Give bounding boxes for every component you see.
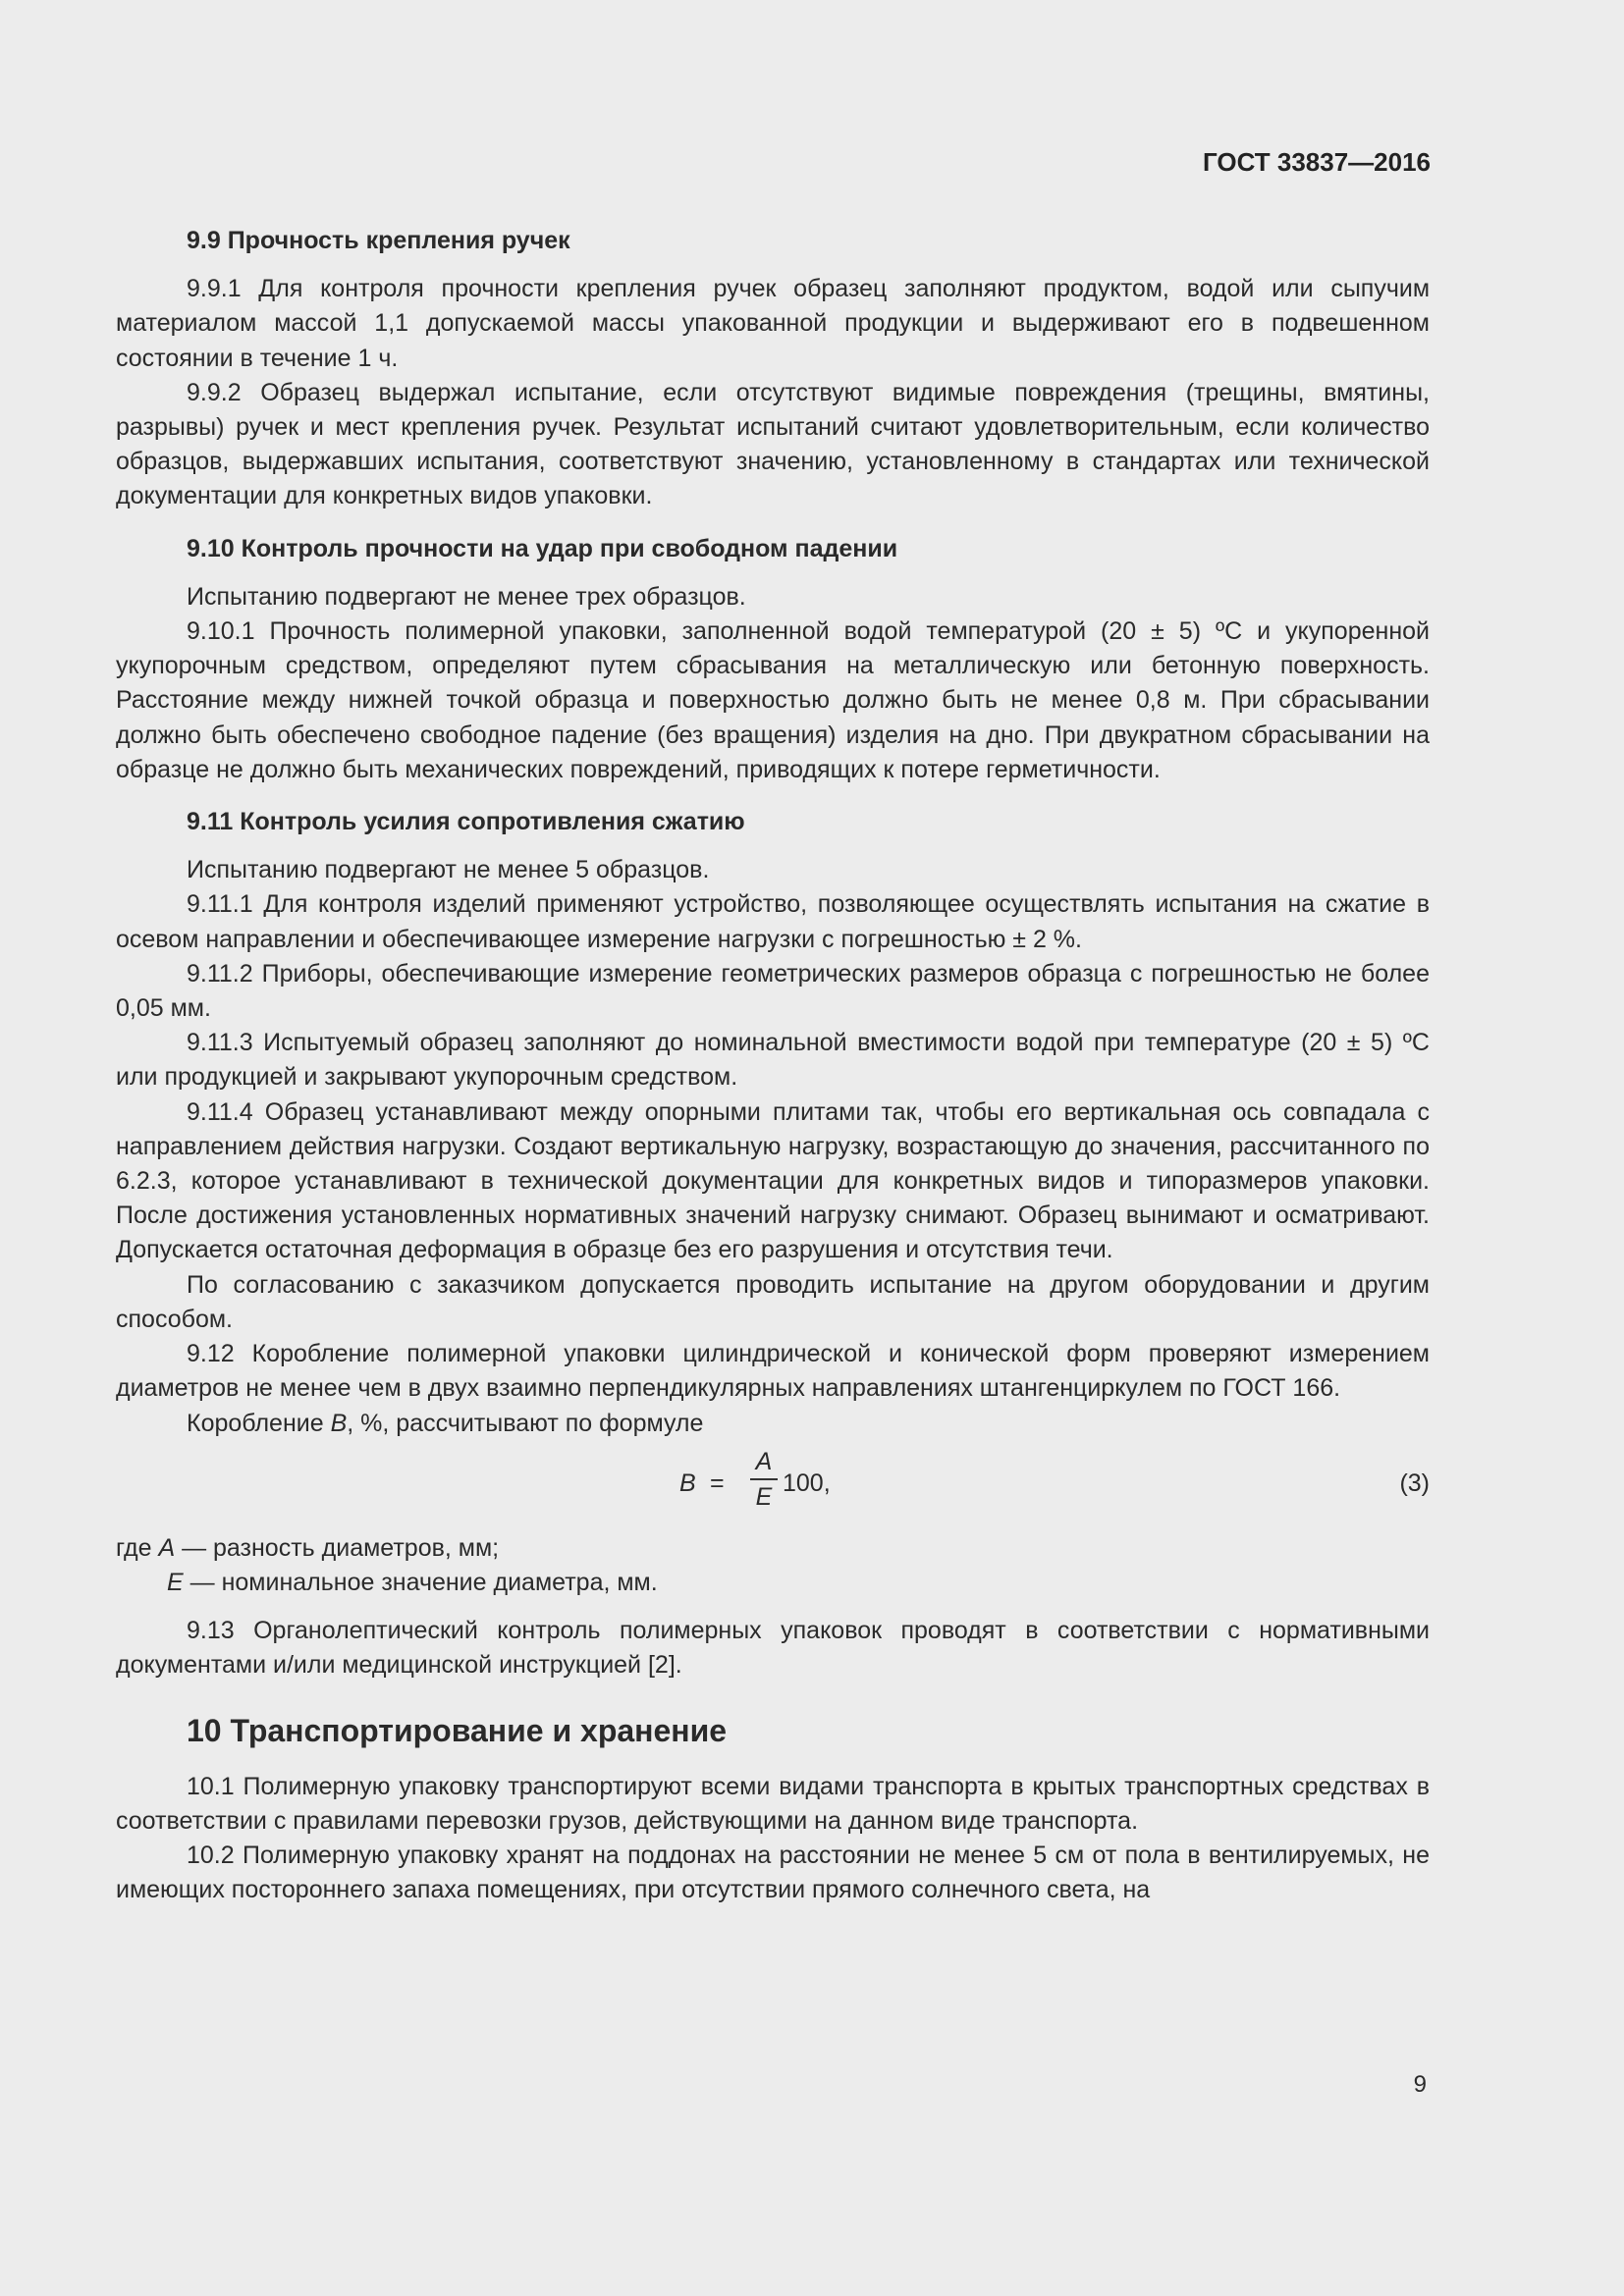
formula-legend-e: E — номинальное значение диаметра, мм. — [167, 1568, 658, 1596]
formula-multiplier: 100, — [783, 1468, 831, 1497]
paragraph-9-11-4: 9.11.4 Образец устанавливают между опорными плитами так, чтобы его вертикальная ось совпадала с направлением действия нагрузки. Создают вертикальную нагрузку, возрастающую до значения, рассчитанного по 6.2.3, которое устанавливают в технической документации для конкретных видов и типоразмеров упаковки. После достижения установленных нормативных значений нагрузку снимают. Образец вынимают и осматривают. Допускается остаточная деформация в образце без его разрушения и отсутствия течи. — [116, 1097, 1430, 1264]
paragraph-9-11-1: 9.11.1 Для контроля изделий применяют устройство, позволяющее осуществлять испытания на сжатие в осевом направлении и обеспечивающее измерение нагрузки с погрешностью ± 2 %. — [116, 890, 1430, 953]
formula-3 — [116, 1445, 1430, 1531]
paragraph-9-12: 9.12 Коробление полимерной упаковки цилиндрической и конической форм проверяют измерением диаметров не менее чем в двух взаимно перпендикулярных направлениях штангенциркулем по ГОСТ 166. — [116, 1340, 1430, 1403]
document-body — [116, 224, 1430, 1907]
paragraph-9-9-2: 9.9.2 Образец выдержал испытание, если отсутствуют видимые повреждения (трещины, вмятины, разрывы) ручек и мест крепления ручек. Результат испытаний считают удовлетворительным, если количество образцов, выдержавших испытания, соответствуют значению, установленному в стандартах или технической документации для конкретных видов упаковки. — [116, 378, 1430, 510]
paragraph-9-10-intro: Испытанию подвергают не менее трех образцов. — [187, 582, 746, 611]
formula-numerator: A — [755, 1447, 773, 1475]
formula-legend-a: где A — разность диаметров, мм; — [116, 1533, 500, 1562]
paragraph-9-11-2: 9.11.2 Приборы, обеспечивающие измерение геометрических размеров образца с погрешностью не более 0,05 мм. — [116, 959, 1430, 1023]
paragraph-9-10-1: 9.10.1 Прочность полимерной упаковки, заполненной водой температурой (20 ± 5) ºС и укупоренной укупорочным средством, определяют путем сбрасывания на металлическую или бетонную поверхность. Расстояние между нижней точкой образца и поверхностью должно быть не менее 0,8 м. При сбрасывании должно быть обеспечено свободное падение (без вращения) изделия на дно. При двукратном сбрасывании на образце не должно быть механических повреждений, приводящих к потере герметичности. — [116, 617, 1430, 783]
section-heading-9-10: 9.10 Контроль прочности на удар при свободном падении — [187, 534, 898, 562]
paragraph-9-9-1: 9.9.1 Для контроля прочности крепления ручек образец заполняют продуктом, водой или сыпучим материалом массой 1,1 допускаемой массы упакованной продукции и выдерживают его в подвешенном состоянии в течение 1 ч. — [116, 275, 1430, 372]
document-code: ГОСТ 33837—2016 — [1203, 147, 1431, 177]
page-number: 9 — [1413, 2071, 1427, 2098]
paragraph-9-11-intro: Испытанию подвергают не менее 5 образцов. — [187, 856, 710, 884]
section-heading-9-9: 9.9 Прочность крепления ручек — [187, 227, 570, 254]
paragraph-10-1: 10.1 Полимерную упаковку транспортируют всеми видами транспорта в крытых транспортных средствах в соответствии с правилами перевозки грузов, действующими на данном виде транспорта. — [116, 1772, 1430, 1835]
formula-fraction — [744, 1445, 784, 1515]
formula-denominator: E — [755, 1482, 773, 1511]
formula-equals: = — [710, 1468, 725, 1497]
paragraph-9-11-3: 9.11.3 Испытуемый образец заполняют до номинальной вместимости водой при температуре (20 ± 5) ºС или продукцией и закрывают укупорочным средством. — [116, 1029, 1430, 1092]
paragraph-9-11-agreement: По согласованию с заказчиком допускается проводить испытание на другом оборудовании и другим способом. — [116, 1270, 1430, 1333]
variable-b: B — [330, 1409, 348, 1437]
formula-lhs: B — [679, 1468, 696, 1497]
paragraph-9-12-formula-intro: Коробление B, %, рассчитывают по формуле — [187, 1409, 704, 1437]
section-heading-10: 10 Транспортирование и хранение — [187, 1712, 728, 1748]
paragraph-10-2: 10.2 Полимерную упаковку хранят на поддонах на расстоянии не менее 5 см от пола в вентилируемых, не имеющих постороннего запаха помещениях, при отсутствии прямого солнечного света, на — [116, 1841, 1430, 1904]
paragraph-9-13: 9.13 Органолептический контроль полимерных упаковок проводят в соответствии с нормативными документами и/или медицинской инструкцией [2]. — [116, 1617, 1430, 1680]
section-heading-9-11: 9.11 Контроль усилия сопротивления сжатию — [187, 808, 745, 836]
formula-number: (3) — [1399, 1468, 1430, 1497]
